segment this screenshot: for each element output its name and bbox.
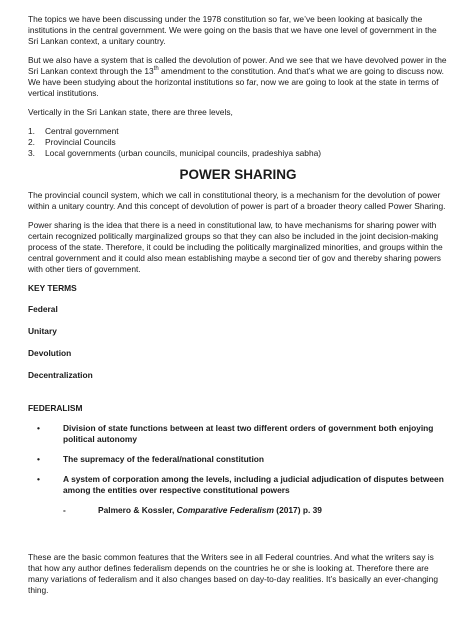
key-term: Federal [28, 304, 58, 314]
bullet-item [28, 454, 448, 465]
devolution-text-b: amendment to the constitution. And that’s what we are going to discuss now. We have been studying about the horizontal institutions so far, now we are going to look at the state in terms of vertical institutions. [28, 66, 444, 98]
list-number: 3. [28, 148, 35, 158]
ordinal-superscript: th [153, 66, 159, 73]
bullet-icon: • [37, 454, 40, 464]
levels-intro: Vertically in the Sri Lankan state, there are three levels, [28, 107, 233, 117]
key-term: Devolution [28, 348, 72, 358]
power-sharing-paragraph-1: The provincial council system, which we call in constitutional theory, is a mechanism for the devolution of power within a unitary country. And this concept of devolution of power is part of a broader theory called Power Sharing. [28, 190, 446, 211]
section-spacer [28, 392, 448, 403]
list-text: Central government [45, 126, 119, 136]
citation-dash: - [63, 505, 66, 515]
citation-text [98, 505, 322, 516]
bullet-icon: • [37, 423, 40, 433]
list-text: Local governments (urban councils, municipal councils, pradeshiya sabha) [45, 148, 322, 158]
list-item [28, 137, 448, 148]
list-text: Provincial Councils [45, 137, 116, 147]
federalism-bullets [28, 423, 448, 496]
bullet-icon: • [37, 474, 40, 484]
levels-list [28, 126, 448, 159]
power-sharing-heading: POWER SHARING [179, 167, 297, 182]
citation-authors: Palmero & Kossler, [98, 505, 177, 515]
citation [28, 505, 448, 516]
devolution-paragraph [28, 55, 448, 99]
list-item [28, 126, 448, 137]
bullet-text: The supremacy of the federal/national constitution [63, 454, 265, 464]
closing-paragraph: These are the basic common features that the Writers see in all Federal countries. And what the writers say is that how any author defines federalism depends on the countries he or she is looking at. Therefore there are many variations of federalism and it also changes based on day-to-day realities. It’s basically an ever-changing thing. [28, 552, 438, 595]
bullet-text: Division of state functions between at least two different orders of government both enjoying political autonomy [63, 423, 434, 444]
citation-title: Comparative Federalism [176, 505, 274, 515]
federalism-heading: FEDERALISM [28, 403, 83, 413]
key-term: Decentralization [28, 370, 93, 380]
bullet-text: A system of corporation among the levels, including a judicial adjudication of disputes between among the entities over respective constitutional powers [63, 474, 444, 495]
devolution-text-a: But we also have a system that is called the devolution of power. And we see that we have devolved power in the Sri Lankan context through the 13 [28, 55, 447, 76]
bullet-item [28, 474, 448, 496]
bullet-item [28, 423, 448, 445]
list-number: 2. [28, 137, 35, 147]
intro-paragraph: The topics we have been discussing under the 1978 constitution so far, we’ve been looking at basically the institutions in the central government. We were going on the basis that we have one level of government in the Sri Lankan context, a unitary country. [28, 14, 437, 46]
list-number: 1. [28, 126, 35, 136]
list-item [28, 148, 448, 159]
key-terms-heading: KEY TERMS [28, 283, 77, 293]
key-term: Unitary [28, 326, 57, 336]
power-sharing-paragraph-2: Power sharing is the idea that there is a need in constitutional law, to have mechanisms for sharing power with certain recognized politically marginalized groups so that they can also be included in the joint decision-making process of the state. Therefore, it could be including the politically marginalized minorities, and groups within the central government and it could also mean establishing maybe a second tier of gov and thereby sharing powers with other tiers of government. [28, 220, 443, 274]
citation-tail: (2017) p. 39 [273, 505, 322, 515]
